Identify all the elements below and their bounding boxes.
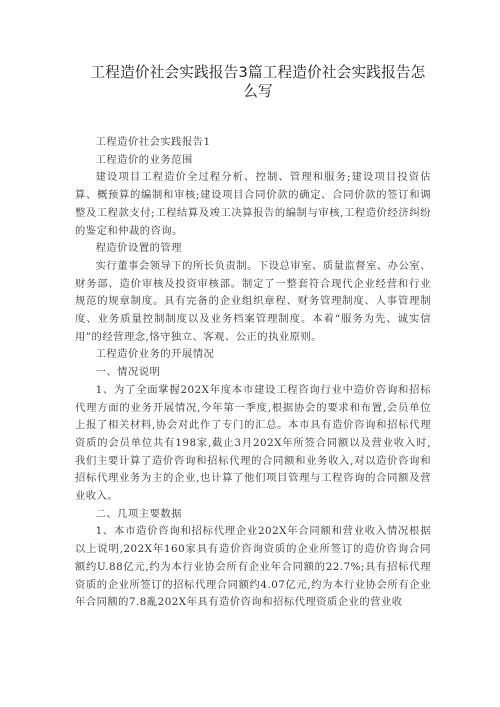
section-heading: 一、情况说明	[95, 366, 161, 379]
body-paragraph: 1、本市造价咨询和招标代理企业202X年合同额和营业收入情况根据以上说明,202X年160家具有造价咨询资质的企业所签订的造价咨询合同额约U.88亿元,约为本行业协会所有企业年合同额的22.7%;具有招标代理资质的企业所签订的招标代理合同额约4.07亿元,约为本行业协会所有企业年合同额的7.8亂202X年具有造价咨询和招标代理资质企业的营业收	[75, 525, 431, 609]
section-heading: 工程造价业务的开展情况	[95, 348, 215, 361]
section-heading: 二、几项主要数据	[95, 507, 182, 520]
body-paragraph: 实行董事会领导下的所长负责制。下设总审室、质量监督室、办公室、财务部、造价审核及投资审核部。制定了一整套符合现代企业经营和行业规范的规章制度。具有完备的企业组织章程、财务管理制度、人事管理制度、业务质量控制制度以及业务档案管理制度。本着“服务为先、诚实信用”的经营理念,恪守独立、客观、公正的执业原则。	[75, 259, 431, 343]
section-heading: 工程造价社会实践报告1	[95, 136, 211, 148]
section-heading: 工程造价的业务范围	[95, 153, 193, 166]
body-paragraph: 建设项目工程造价全过程分析、控制、管理和服务;建设项目投资估算、概预算的编制和审核;建设项目合同价款的确定、合同价款的签订和调整及工程款支付;工程结算及竣工决算报告的编制与审核,工程造价经济纠纷的鉴定和仲裁的咨询。	[75, 171, 431, 237]
document-title: 工程造价社会实践报告3篇工程造价社会实践报告怎么写	[90, 64, 426, 100]
document-body	[75, 134, 431, 612]
section-heading: 程造价设置的管理	[95, 242, 182, 255]
body-paragraph: 1、为了全面掌握202X年度本市建设工程咨询行业中造价咨询和招标代理方面的业务开展情况,今年第一季度,根据协会的要求和布置,会员单位上报了相关材料,协会对此作了专门的汇总。本市具有造价咨询和招标代理资质的会员单位共有198家,截止3月202X年所签合同额以及营业收入时,我们主要计算了造价咨询和招标代理的合同额和业务收入,对以造价咨询和招标代理业务为主的企业,也计算了他们项目管理与工程咨询的合同额及营业收入。	[75, 383, 431, 503]
